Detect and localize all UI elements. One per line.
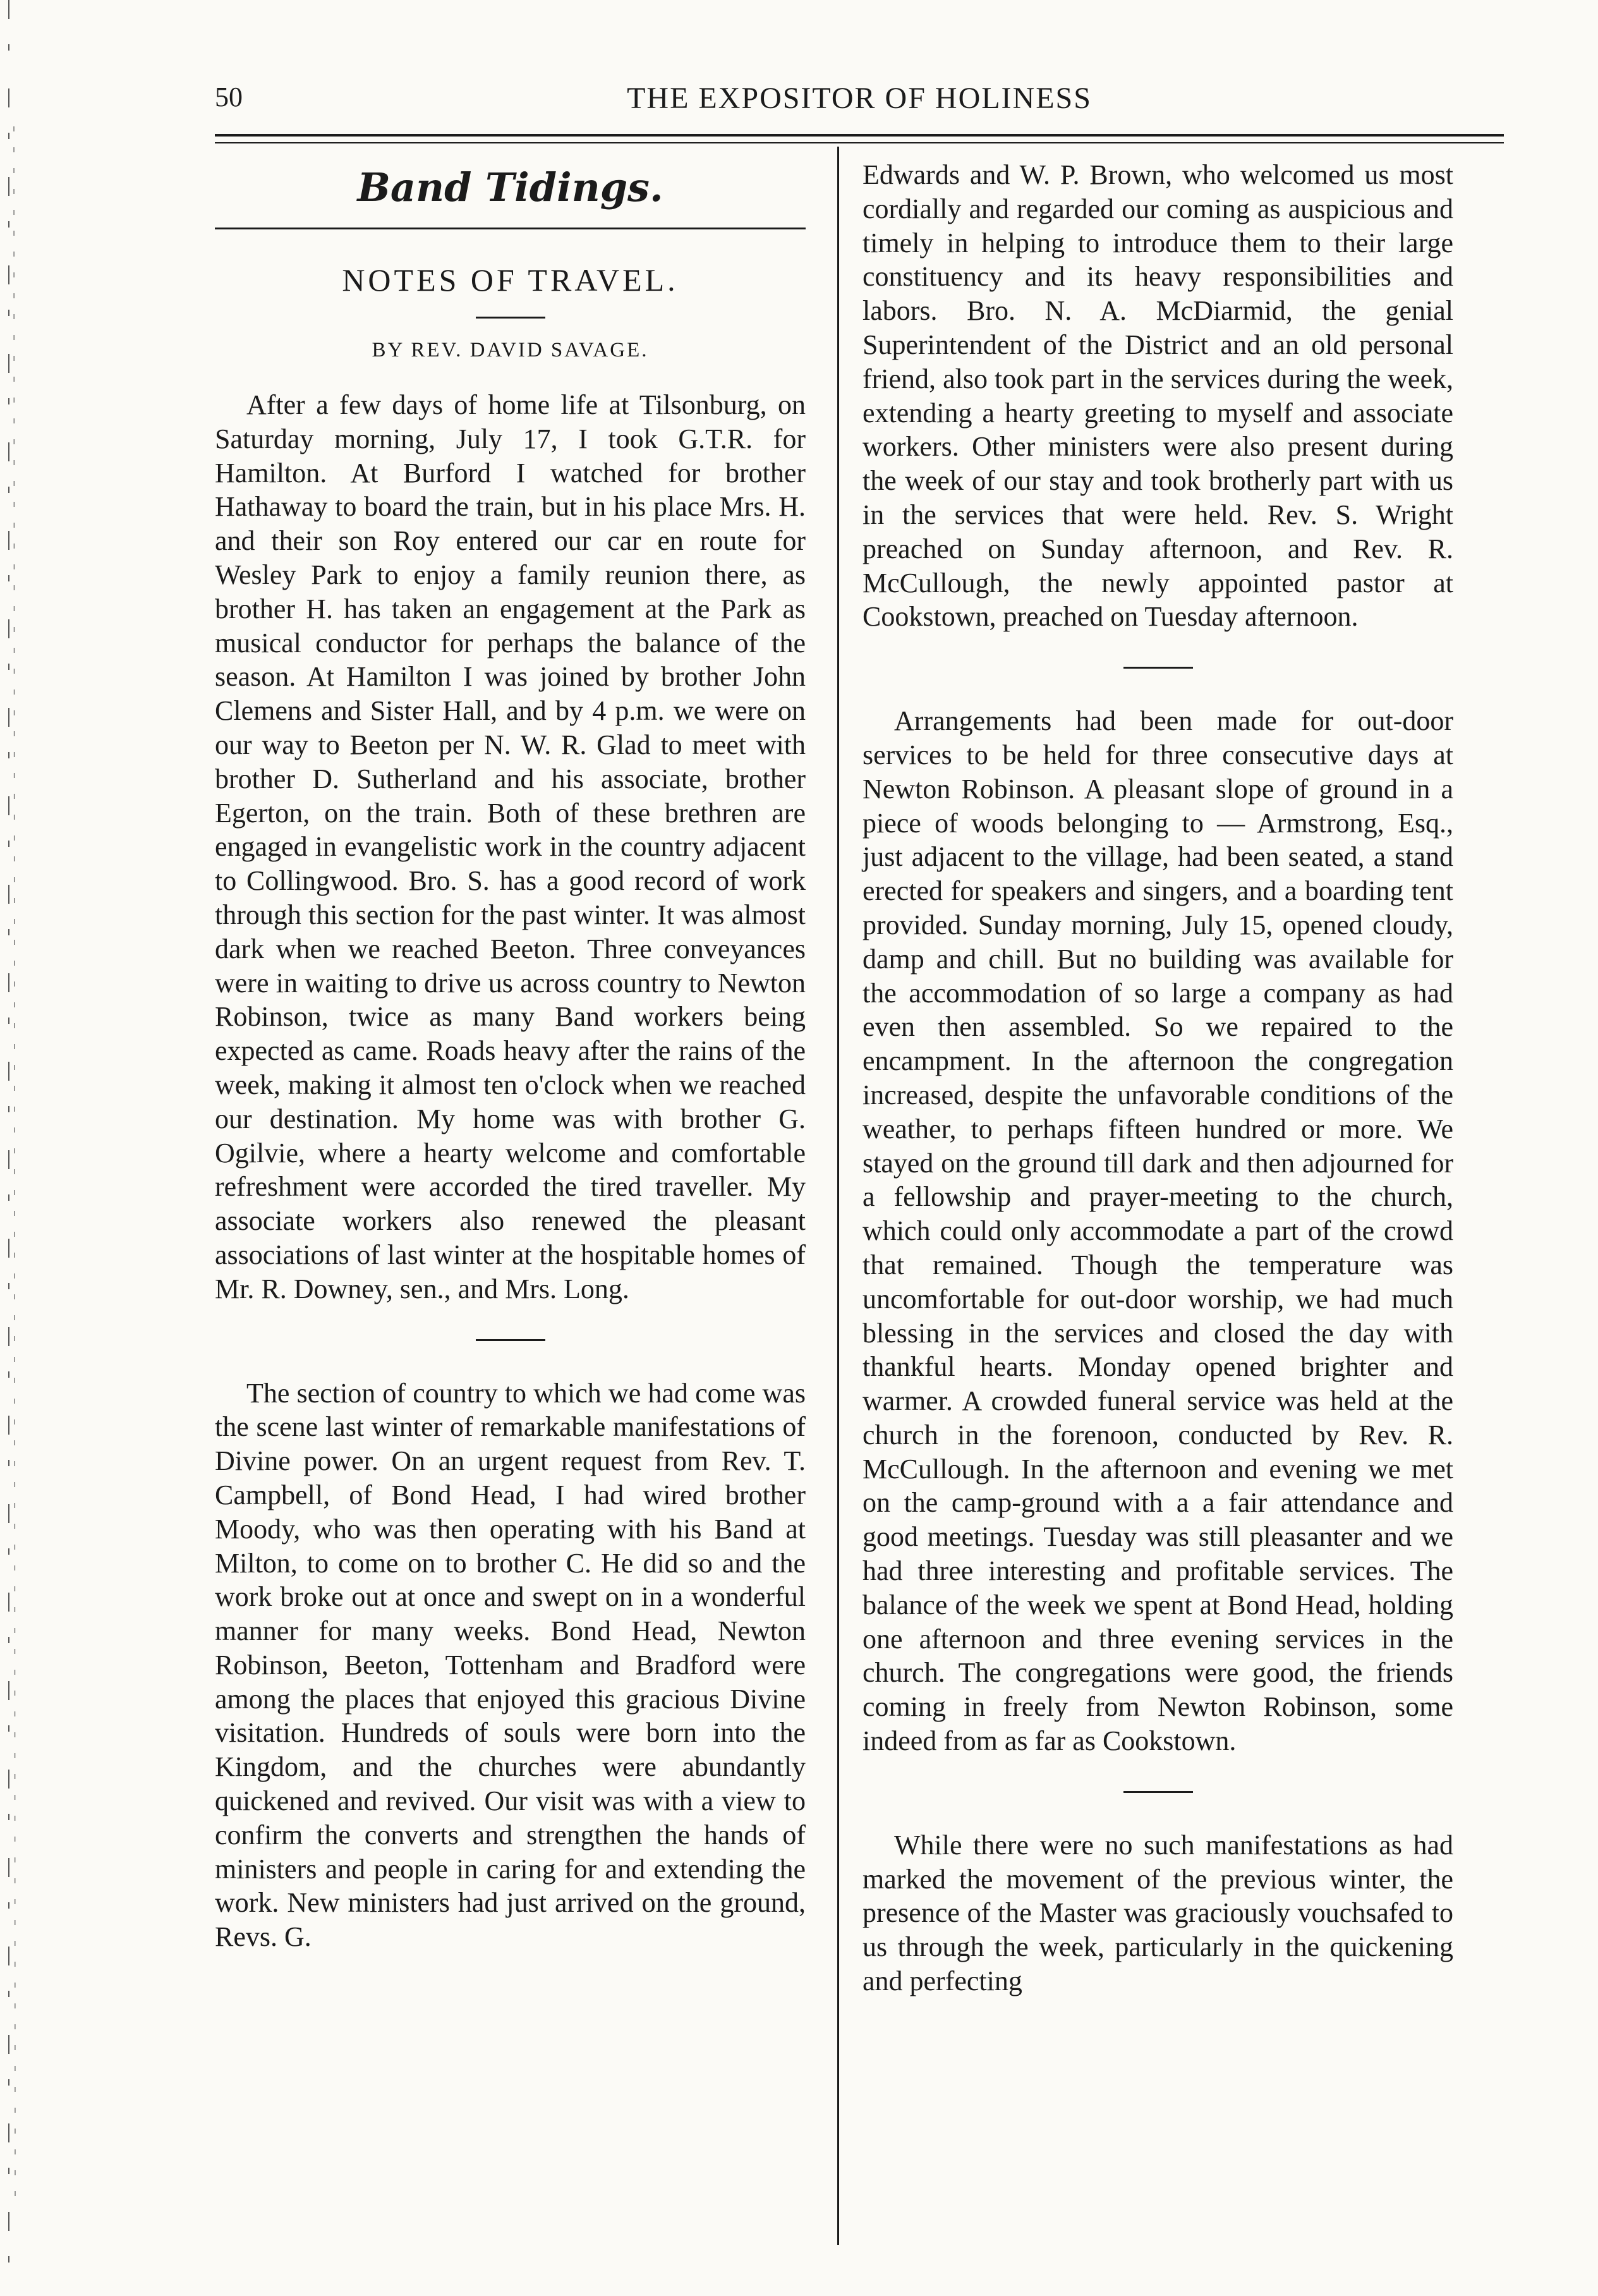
section-heading: Band Tidings. [357, 164, 663, 210]
left-margin-scan-artifact [0, 0, 25, 2296]
right-paragraph-2: Arrangements had been made for out-door services to be held for three consecutive days at Newton Robinson. A pleasant slope of ground in a piece of woods belonging to — Armstrong, Esq., just adjacent to the village, had been seated, a stand erected for speakers and singers, and a boarding tent provided. Sunday morning, July 15, opened cloudy, damp and chill. But no building was available for the accommodation of so large a company as had even then assembled. So we repaired to the encampment. In the afternoon the congregation increased, despite the unfavorable conditions of the weather, to perhaps fifteen hundred or more. We stayed on the ground till dark and then adjourned for a fellowship and prayer-meeting to the church, which could only accommodate a part of the crowd that remained. Though the temperature was uncomfortable for out-door worship, we had much blessing in the services and closed the day with thankful hearts. Monday opened brighter and warmer. A crowded funeral service was held at the church in the forenoon, conducted by Rev. R. McCullough. In the afternoon and evening we met on the camp-ground with a a fair attendance and good meetings. Tuesday was still pleasanter and we had three interesting and profitable services. The balance of the week we spent at Bond Head, holding one afternoon and three evening services in the church. The congregations were good, the friends coming in freely from Newton Robinson, some indeed from as far as Cookstown. [863, 705, 1453, 1757]
running-title: THE EXPOSITOR OF HOLINESS [627, 82, 1092, 115]
left-paragraph-2: The section of country to which we had come was the scene last winter of remarkable manifestations of Divine power. On an urgent request from Rev. T. Campbell, of Bond Head, I had wired brother Moody, who was then operating with his Band at Milton, to come on to brother C. He did so and the work broke out at once and swept on in a wonderful manner for many weeks. Bond Head, Newton Robinson, Beeton, Tottenham and Bradford were among the places that enjoyed this gracious Divine visitation. Hundreds of souls were born into the Kingdom, and the churches were abundantly quickened and revived. Our visit was with a view to confirm the converts and strengthen the hands of ministers and people in caring for and extending the work. New ministers had just arrived on the ground, Revs. G. [215, 1377, 806, 1953]
page-number: 50 [215, 82, 243, 112]
article-title: NOTES OF TRAVEL. [342, 262, 679, 298]
separator-rule [1123, 1791, 1193, 1793]
byline: BY REV. DAVID SAVAGE. [372, 339, 649, 361]
right-paragraph-3: While there were no such manifestations as had marked the movement of the previous winter, the presence of the Master was graciously vouchsafed to us through the week, particularly in the quickening and perfecting [863, 1829, 1453, 1997]
column-divider [837, 147, 839, 2245]
separator-rule [476, 1339, 545, 1341]
title-rule [476, 317, 545, 319]
right-paragraph-1: Edwards and W. P. Brown, who welcomed us most cordially and regarded our coming as auspicious and timely in helping to introduce them to their large constituency and its heavy responsibilities and labors. Bro. N. A. McDiarmid, the genial Superintendent of the District and an old personal friend, also took part in the services during the week, extending a hearty greeting to myself and associate workers. Other ministers were also present during the week of our stay and took brotherly part with us in the services that were held. Rev. S. Wright preached on Sunday afternoon, and Rev. R. McCullough, the newly appointed pastor at Cookstown, preached on Tuesday afternoon. [863, 159, 1453, 633]
left-column [215, 158, 806, 1954]
header-rule-top [215, 134, 1504, 137]
separator-rule [1123, 667, 1193, 669]
right-column [863, 158, 1453, 1998]
header-rule-bottom [215, 142, 1504, 143]
section-heading-rule [215, 228, 806, 229]
left-paragraph-1: After a few days of home life at Tilsonburg, on Saturday morning, July 17, I took G.T.R. for Hamilton. At Burford I watched for brother Hathaway to board the train, but in his place Mrs. H. and their son Roy entered our car en route for Wesley Park to enjoy a family reunion there, as brother H. has taken an engagement at the Park as musical conductor for perhaps the balance of the season. At Hamilton I was joined by brother John Clemens and Sister Hall, and by 4 p.m. we were on our way to Beeton per N. W. R. Glad to meet with brother D. Sutherland and his associate, brother Egerton, on the train. Both of these brethren are engaged in evangelistic work in the country adjacent to Collingwood. Bro. S. has a good record of work through this section for the past winter. It was almost dark when we reached Beeton. Three conveyances were in waiting to drive us across country to Newton Robinson, twice as many Band workers being expected as came. Roads heavy after the rains of the week, making it almost ten o'clock when we reached our destination. My home was with brother G. Ogilvie, where a hearty welcome and comfortable refreshment were accorded the tired traveller. My associate workers also renewed the pleasant associations of last winter at the hospitable homes of Mr. R. Downey, sen., and Mrs. Long. [215, 389, 806, 1304]
page-header [215, 76, 1504, 126]
